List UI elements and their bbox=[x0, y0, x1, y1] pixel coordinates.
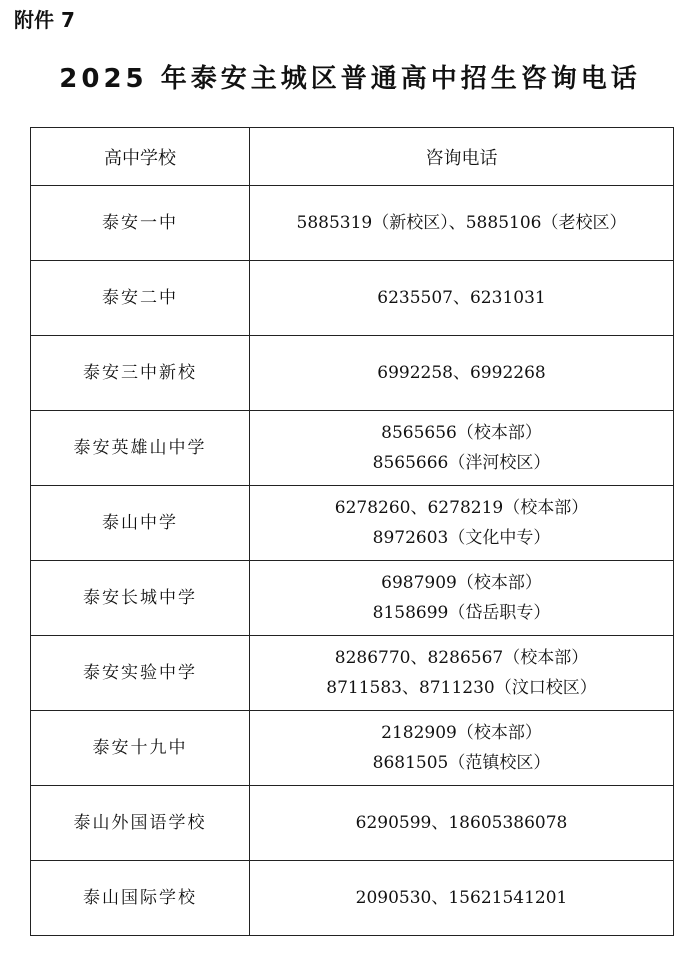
phone-cell bbox=[250, 486, 674, 561]
phone-cell bbox=[250, 336, 674, 411]
phone-cell bbox=[250, 636, 674, 711]
header-school: 高中学校 bbox=[31, 128, 250, 186]
school-name: 泰山外国语学校 bbox=[31, 786, 250, 861]
school-name: 泰山国际学校 bbox=[31, 861, 250, 936]
phone-line: 5885319（新校区）、5885106（老校区） bbox=[296, 213, 627, 233]
table-row bbox=[31, 336, 674, 411]
table-row bbox=[31, 786, 674, 861]
school-name: 泰安英雄山中学 bbox=[31, 411, 250, 486]
attachment-label: 附件 7 bbox=[14, 8, 75, 32]
phone-line: 6992258、6992268 bbox=[377, 363, 546, 383]
phone-line: 6290599、18605386078 bbox=[355, 813, 568, 833]
phone-line: 8565656（校本部） bbox=[381, 423, 542, 443]
phone-cell bbox=[250, 411, 674, 486]
phone-cell bbox=[250, 561, 674, 636]
phone-line: 8681505（范镇校区） bbox=[372, 753, 551, 773]
phone-cell bbox=[250, 861, 674, 936]
phone-line: 8711583、8711230（汶口校区） bbox=[326, 678, 597, 698]
table-row bbox=[31, 486, 674, 561]
phone-line: 8565666（泮河校区） bbox=[372, 453, 551, 473]
header-phone: 咨询电话 bbox=[250, 128, 674, 186]
table-row bbox=[31, 861, 674, 936]
school-name: 泰安一中 bbox=[31, 186, 250, 261]
phone-cell bbox=[250, 261, 674, 336]
page-title: 2025 年泰安主城区普通高中招生咨询电话 bbox=[59, 64, 641, 94]
school-name: 泰安二中 bbox=[31, 261, 250, 336]
table-row bbox=[31, 711, 674, 786]
phone-line: 2182909（校本部） bbox=[381, 723, 542, 743]
phone-line: 8158699（岱岳职专） bbox=[372, 603, 551, 623]
school-name: 泰山中学 bbox=[31, 486, 250, 561]
table-row bbox=[31, 261, 674, 336]
phone-line: 2090530、15621541201 bbox=[355, 888, 568, 908]
table-row bbox=[31, 411, 674, 486]
school-name: 泰安十九中 bbox=[31, 711, 250, 786]
school-name: 泰安三中新校 bbox=[31, 336, 250, 411]
table-row bbox=[31, 561, 674, 636]
school-name: 泰安实验中学 bbox=[31, 636, 250, 711]
phone-line: 6987909（校本部） bbox=[381, 573, 542, 593]
phone-line: 6278260、6278219（校本部） bbox=[334, 498, 589, 518]
phone-line: 8972603（文化中专） bbox=[372, 528, 551, 548]
table-row bbox=[31, 636, 674, 711]
school-name: 泰安长城中学 bbox=[31, 561, 250, 636]
phone-cell bbox=[250, 186, 674, 261]
phone-line: 6235507、6231031 bbox=[377, 288, 546, 308]
phone-line: 8286770、8286567（校本部） bbox=[334, 648, 589, 668]
phone-cell bbox=[250, 711, 674, 786]
consultation-phone-table bbox=[30, 127, 674, 936]
table-row bbox=[31, 186, 674, 261]
phone-cell bbox=[250, 786, 674, 861]
table-header-row bbox=[31, 128, 674, 186]
